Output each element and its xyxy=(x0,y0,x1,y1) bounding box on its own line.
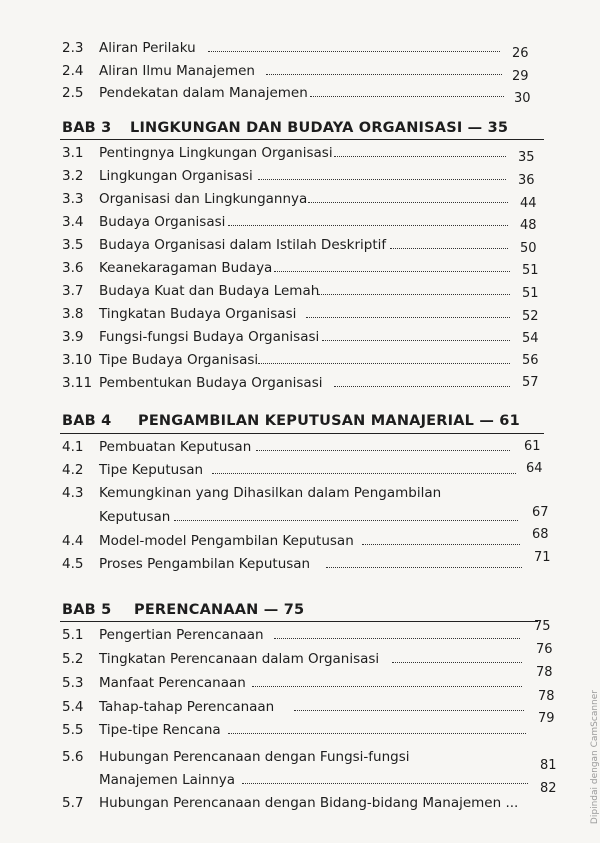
toc-entry-2-5 xyxy=(62,81,542,105)
entry-title: Organisasi dan Lingkungannya xyxy=(99,191,308,207)
dot-leader xyxy=(308,202,508,203)
entry-number: 2.3 xyxy=(62,40,84,56)
entry-title: Budaya Organisasi xyxy=(99,214,226,230)
entry-title: Model-model Pengambilan Keputusan xyxy=(99,533,354,549)
entry-page: 52 xyxy=(522,309,539,324)
toc-entry-5-3 xyxy=(62,665,553,695)
entry-title: Hubungan Perencanaan dengan Fungsi-fungsi xyxy=(99,749,410,765)
entry-page: 78 xyxy=(538,689,555,704)
dot-leader xyxy=(392,662,522,663)
toc-entry-3-5 xyxy=(62,233,542,257)
entry-title: Tahap-tahap Perencanaan xyxy=(99,699,275,715)
entry-page: 57 xyxy=(522,375,539,390)
entry-page: 64 xyxy=(526,461,543,476)
entry-page: 51 xyxy=(522,286,539,301)
entry-number: 5.3 xyxy=(62,675,84,691)
toc-entry-5-7 xyxy=(62,781,557,815)
toc-entry-5-1 xyxy=(62,619,551,647)
entry-number: 2.5 xyxy=(62,85,84,101)
entry-page: 30 xyxy=(514,91,531,106)
entry-page: 44 xyxy=(520,196,537,211)
toc-entry-5-6 xyxy=(62,745,542,769)
toc-entry-4-1 xyxy=(62,435,542,459)
dot-leader xyxy=(306,317,510,318)
entry-title: Aliran Ilmu Manajemen xyxy=(99,63,255,79)
entry-title: Budaya Organisasi dalam Istilah Deskriptif xyxy=(99,237,387,253)
entry-page: 54 xyxy=(522,331,539,346)
entry-page: 50 xyxy=(520,241,537,256)
entry-number: 4.1 xyxy=(62,439,84,455)
entry-page: 67 xyxy=(532,505,549,520)
entry-page: 29 xyxy=(512,69,529,84)
entry-title: Keanekaragaman Budaya xyxy=(99,260,273,276)
entry-number: 3.4 xyxy=(62,214,84,230)
toc-entry-4-3 xyxy=(62,481,542,505)
dot-leader xyxy=(334,156,506,157)
dot-leader xyxy=(334,386,510,387)
entry-number: 4.4 xyxy=(62,533,84,549)
entry-title: Pengertian Perencanaan xyxy=(99,627,264,643)
entry-page: 81 xyxy=(540,758,557,773)
entry-number: 5.7 xyxy=(62,795,84,811)
entry-page: 36 xyxy=(518,173,535,188)
dot-leader xyxy=(310,96,504,97)
dot-leader xyxy=(294,710,524,711)
entry-page: 51 xyxy=(522,263,539,278)
entry-number: 4.5 xyxy=(62,556,84,572)
dot-leader xyxy=(318,294,510,295)
entry-title: Tipe Keputusan xyxy=(99,462,204,478)
scanner-watermark: Dipindai dengan CamScanner xyxy=(590,690,600,825)
chapter-label: BAB 5 xyxy=(62,602,112,618)
entry-title: Pembuatan Keputusan xyxy=(99,439,252,455)
dot-leader xyxy=(212,473,516,474)
entry-title-continued: Manajemen Lainnya xyxy=(99,772,236,788)
entry-page: 68 xyxy=(532,527,549,542)
dot-leader xyxy=(258,179,506,180)
entry-title: Hubungan Perencanaan dengan Bidang-bidang Manajemen ... xyxy=(99,795,519,811)
entry-number: 3.11 xyxy=(62,375,93,391)
entry-number: 4.3 xyxy=(62,485,84,501)
entry-title: Tipe Budaya Organisasi xyxy=(99,352,259,368)
toc-entry-4-5 xyxy=(62,550,551,576)
entry-title: Proses Pengambilan Keputusan xyxy=(99,556,311,572)
entry-title: Manfaat Perencanaan xyxy=(99,675,246,691)
entry-page: 48 xyxy=(520,218,537,233)
entry-number: 3.6 xyxy=(62,260,84,276)
entry-number: 3.10 xyxy=(62,352,93,368)
entry-number: 5.1 xyxy=(62,627,84,643)
dot-leader xyxy=(362,544,520,545)
entry-number: 3.2 xyxy=(62,168,84,184)
entry-number: 5.2 xyxy=(62,651,84,667)
dot-leader xyxy=(228,733,526,734)
chapter-rule xyxy=(60,139,544,140)
dot-leader xyxy=(252,686,522,687)
entry-page: 61 xyxy=(524,439,541,454)
entry-title: Tingkatan Budaya Organisasi xyxy=(99,306,297,322)
chapter-rule xyxy=(60,433,544,434)
toc-entry-4-4 xyxy=(62,527,549,553)
entry-title: Pentingnya Lingkungan Organisasi xyxy=(99,145,333,161)
chapter-label: BAB 4 xyxy=(62,413,112,429)
entry-number: 2.4 xyxy=(62,63,84,79)
dot-leader xyxy=(258,363,510,364)
toc-entry-2-3 xyxy=(62,36,542,60)
entry-title: Tipe-tipe Rencana xyxy=(99,722,221,738)
chapter-label: BAB 3 xyxy=(62,120,112,136)
dot-leader xyxy=(256,450,510,451)
dot-leader xyxy=(208,51,500,52)
entry-number: 5.5 xyxy=(62,722,84,738)
entry-page: 79 xyxy=(538,711,555,726)
entry-title: Tingkatan Perencanaan dalam Organisasi xyxy=(99,651,380,667)
entry-number: 5.6 xyxy=(62,749,84,765)
entry-page: 76 xyxy=(536,642,553,657)
toc-entry-4-2 xyxy=(62,458,542,482)
dot-leader xyxy=(242,783,528,784)
toc-entry-3-9 xyxy=(62,325,542,349)
entry-number: 3.5 xyxy=(62,237,84,253)
toc-entry-3-3 xyxy=(62,187,542,211)
toc-entry-3-2 xyxy=(62,164,542,188)
chapter-title: PENGAMBILAN KEPUTUSAN MANAJERIAL — 61 xyxy=(138,413,520,429)
toc-entry-3-4 xyxy=(62,210,542,234)
dot-leader xyxy=(266,74,502,75)
dot-leader xyxy=(228,225,508,226)
entry-title-continued: Keputusan xyxy=(99,509,171,525)
entry-title: Pembentukan Budaya Organisasi xyxy=(99,375,323,391)
entry-number: 3.3 xyxy=(62,191,84,207)
entry-number: 3.9 xyxy=(62,329,84,345)
entry-page: 26 xyxy=(512,46,529,61)
toc-entry-3-6 xyxy=(62,256,542,280)
toc-entry-3-8 xyxy=(62,302,542,326)
toc-entry-3-10 xyxy=(62,348,542,372)
entry-title: Pendekatan dalam Manajemen xyxy=(99,85,308,101)
chapter-rule xyxy=(60,621,538,622)
entry-title: Aliran Perilaku xyxy=(99,40,196,56)
entry-page: 56 xyxy=(522,353,539,368)
dot-leader xyxy=(390,248,508,249)
toc-entry-5-5 xyxy=(62,711,555,742)
dot-leader xyxy=(274,638,520,639)
toc-entry-4-3-continued xyxy=(62,505,549,529)
entry-page: 71 xyxy=(534,550,551,565)
entry-page: 82 xyxy=(540,781,557,796)
toc-entry-3-11 xyxy=(62,371,542,395)
toc-entry-3-7 xyxy=(62,279,542,303)
entry-number: 4.2 xyxy=(62,462,84,478)
chapter-title: LINGKUNGAN DAN BUDAYA ORGANISASI — 35 xyxy=(130,120,509,136)
entry-title: Fungsi-fungsi Budaya Organisasi xyxy=(99,329,320,345)
dot-leader xyxy=(326,567,522,568)
dot-leader xyxy=(322,340,510,341)
entry-number: 3.1 xyxy=(62,145,84,161)
entry-number: 5.4 xyxy=(62,699,84,715)
entry-number: 3.8 xyxy=(62,306,84,322)
dot-leader xyxy=(174,520,518,521)
entry-page: 75 xyxy=(534,619,551,634)
entry-page: 35 xyxy=(518,150,535,165)
dot-leader xyxy=(274,271,510,272)
chapter-title: PERENCANAAN — 75 xyxy=(134,602,305,618)
toc-entry-3-1 xyxy=(62,141,542,165)
entry-title: Lingkungan Organisasi xyxy=(99,168,253,184)
entry-title: Kemungkinan yang Dihasilkan dalam Pengambilan xyxy=(99,485,442,501)
toc-entry-2-4 xyxy=(62,59,542,83)
toc-entry-5-2 xyxy=(62,642,553,671)
entry-title: Budaya Kuat dan Budaya Lemah xyxy=(99,283,320,299)
entry-page: 78 xyxy=(536,665,553,680)
entry-number: 3.7 xyxy=(62,283,84,299)
